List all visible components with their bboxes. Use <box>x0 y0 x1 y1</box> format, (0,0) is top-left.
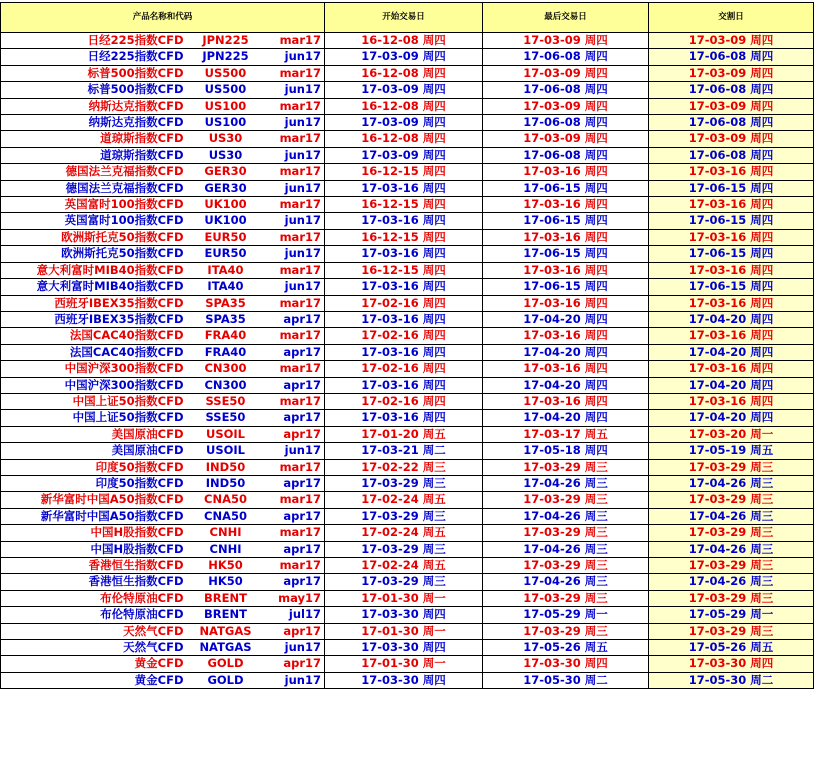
delivery-date-cell: 17-04-20 周四 <box>649 377 814 393</box>
product-name-cell: 纳斯达克指数CFD <box>1 115 187 131</box>
product-name-cell: 天然气CFD <box>1 640 187 656</box>
table-row <box>1 623 814 639</box>
table-row <box>1 229 814 245</box>
table-row <box>1 426 814 442</box>
delivery-date-cell: 17-03-16 周四 <box>649 361 814 377</box>
table-row <box>1 49 814 65</box>
product-code-cell: CN300 <box>187 361 265 377</box>
product-code-cell: CNA50 <box>187 508 265 524</box>
product-code-cell: IND50 <box>187 475 265 491</box>
start-date-cell: 17-01-30 周一 <box>325 623 483 639</box>
delivery-date-cell: 17-03-29 周三 <box>649 590 814 606</box>
start-date-cell: 17-03-29 周三 <box>325 475 483 491</box>
start-date-cell: 17-03-09 周四 <box>325 115 483 131</box>
product-code-cell: UK100 <box>187 213 265 229</box>
last-trading-date-cell: 17-03-29 周三 <box>483 590 649 606</box>
delivery-date-cell: 17-05-29 周一 <box>649 607 814 623</box>
start-date-cell: 17-03-29 周三 <box>325 541 483 557</box>
delivery-date-cell: 17-06-08 周四 <box>649 82 814 98</box>
start-date-cell: 17-03-09 周四 <box>325 82 483 98</box>
last-trading-date-cell: 17-03-16 周四 <box>483 197 649 213</box>
header-delivery-date: 交割日 <box>649 3 814 33</box>
delivery-date-cell: 17-03-29 周三 <box>649 492 814 508</box>
last-trading-date-cell: 17-03-09 周四 <box>483 65 649 81</box>
contract-month-cell: jun17 <box>265 213 325 229</box>
product-name-cell: 香港恒生指数CFD <box>1 558 187 574</box>
contract-month-cell: mar17 <box>265 295 325 311</box>
delivery-date-cell: 17-03-16 周四 <box>649 262 814 278</box>
contract-month-cell: mar17 <box>265 164 325 180</box>
table-row <box>1 262 814 278</box>
contract-month-cell: mar17 <box>265 262 325 278</box>
last-trading-date-cell: 17-04-26 周三 <box>483 574 649 590</box>
product-code-cell: GOLD <box>187 656 265 672</box>
start-date-cell: 17-03-16 周四 <box>325 377 483 393</box>
start-date-cell: 17-03-16 周四 <box>325 180 483 196</box>
product-name-cell: 印度50指数CFD <box>1 459 187 475</box>
start-date-cell: 16-12-08 周四 <box>325 65 483 81</box>
delivery-date-cell: 17-05-30 周二 <box>649 672 814 688</box>
product-name-cell: 中国沪深300指数CFD <box>1 377 187 393</box>
table-row <box>1 590 814 606</box>
last-trading-date-cell: 17-04-20 周四 <box>483 344 649 360</box>
contract-month-cell: jun17 <box>265 147 325 163</box>
contract-month-cell: jun17 <box>265 246 325 262</box>
start-date-cell: 17-03-30 周四 <box>325 607 483 623</box>
product-name-cell: 新华富时中国A50指数CFD <box>1 508 187 524</box>
contract-month-cell: mar17 <box>265 131 325 147</box>
table-row <box>1 197 814 213</box>
last-trading-date-cell: 17-06-08 周四 <box>483 147 649 163</box>
delivery-date-cell: 17-06-15 周四 <box>649 279 814 295</box>
product-code-cell: FRA40 <box>187 344 265 360</box>
start-date-cell: 17-02-22 周三 <box>325 459 483 475</box>
product-code-cell: CNHI <box>187 525 265 541</box>
table-row <box>1 82 814 98</box>
last-trading-date-cell: 17-06-08 周四 <box>483 115 649 131</box>
table-row <box>1 213 814 229</box>
contract-month-cell: jun17 <box>265 443 325 459</box>
product-name-cell: 印度50指数CFD <box>1 475 187 491</box>
delivery-date-cell: 17-03-16 周四 <box>649 229 814 245</box>
table-row <box>1 33 814 49</box>
last-trading-date-cell: 17-04-26 周三 <box>483 541 649 557</box>
contract-month-cell: mar17 <box>265 229 325 245</box>
product-name-cell: 道琼斯指数CFD <box>1 131 187 147</box>
start-date-cell: 17-03-16 周四 <box>325 213 483 229</box>
table-row <box>1 541 814 557</box>
delivery-date-cell: 17-05-26 周五 <box>649 640 814 656</box>
delivery-date-cell: 17-03-16 周四 <box>649 164 814 180</box>
table-row <box>1 164 814 180</box>
product-code-cell: EUR50 <box>187 229 265 245</box>
last-trading-date-cell: 17-05-26 周五 <box>483 640 649 656</box>
start-date-cell: 17-03-16 周四 <box>325 246 483 262</box>
table-row <box>1 328 814 344</box>
last-trading-date-cell: 17-03-17 周五 <box>483 426 649 442</box>
last-trading-date-cell: 17-06-15 周四 <box>483 246 649 262</box>
contract-month-cell: mar17 <box>265 492 325 508</box>
delivery-date-cell: 17-04-26 周三 <box>649 541 814 557</box>
start-date-cell: 17-02-16 周四 <box>325 328 483 344</box>
delivery-date-cell: 17-04-20 周四 <box>649 410 814 426</box>
table-row <box>1 656 814 672</box>
table-row <box>1 508 814 524</box>
contract-month-cell: mar17 <box>265 361 325 377</box>
table-row <box>1 459 814 475</box>
contract-month-cell: apr17 <box>265 410 325 426</box>
contract-month-cell: may17 <box>265 590 325 606</box>
last-trading-date-cell: 17-06-08 周四 <box>483 82 649 98</box>
product-name-cell: 法国CAC40指数CFD <box>1 344 187 360</box>
contract-month-cell: apr17 <box>265 508 325 524</box>
product-code-cell: SSE50 <box>187 393 265 409</box>
contract-month-cell: jun17 <box>265 82 325 98</box>
contract-month-cell: jun17 <box>265 115 325 131</box>
delivery-date-cell: 17-03-30 周四 <box>649 656 814 672</box>
product-name-cell: 中国上证50指数CFD <box>1 393 187 409</box>
product-code-cell: USOIL <box>187 443 265 459</box>
delivery-date-cell: 17-04-20 周四 <box>649 311 814 327</box>
table-row <box>1 295 814 311</box>
product-name-cell: 美国原油CFD <box>1 443 187 459</box>
start-date-cell: 17-03-21 周二 <box>325 443 483 459</box>
start-date-cell: 16-12-15 周四 <box>325 164 483 180</box>
product-code-cell: ITA40 <box>187 279 265 295</box>
start-date-cell: 17-02-24 周五 <box>325 525 483 541</box>
product-name-cell: 法国CAC40指数CFD <box>1 328 187 344</box>
last-trading-date-cell: 17-03-16 周四 <box>483 393 649 409</box>
delivery-date-cell: 17-03-29 周三 <box>649 623 814 639</box>
delivery-date-cell: 17-03-16 周四 <box>649 328 814 344</box>
cfd-schedule-table <box>0 2 814 689</box>
table-row <box>1 377 814 393</box>
start-date-cell: 17-01-30 周一 <box>325 590 483 606</box>
table-row <box>1 574 814 590</box>
delivery-date-cell: 17-03-29 周三 <box>649 525 814 541</box>
start-date-cell: 16-12-08 周四 <box>325 33 483 49</box>
table-row <box>1 279 814 295</box>
product-name-cell: 欧洲斯托克50指数CFD <box>1 229 187 245</box>
product-code-cell: BRENT <box>187 590 265 606</box>
contract-month-cell: jun17 <box>265 279 325 295</box>
product-name-cell: 中国H股指数CFD <box>1 525 187 541</box>
table-row <box>1 393 814 409</box>
start-date-cell: 16-12-08 周四 <box>325 98 483 114</box>
last-trading-date-cell: 17-05-29 周一 <box>483 607 649 623</box>
product-name-cell: 西班牙IBEX35指数CFD <box>1 295 187 311</box>
contract-month-cell: jul17 <box>265 607 325 623</box>
product-code-cell: EUR50 <box>187 246 265 262</box>
product-code-cell: CN300 <box>187 377 265 393</box>
table-row <box>1 525 814 541</box>
product-name-cell: 纳斯达克指数CFD <box>1 98 187 114</box>
delivery-date-cell: 17-03-09 周四 <box>649 65 814 81</box>
product-name-cell: 德国法兰克福指数CFD <box>1 180 187 196</box>
product-name-cell: 黄金CFD <box>1 672 187 688</box>
contract-month-cell: mar17 <box>265 459 325 475</box>
start-date-cell: 17-02-16 周四 <box>325 393 483 409</box>
product-code-cell: SSE50 <box>187 410 265 426</box>
table-row <box>1 131 814 147</box>
last-trading-date-cell: 17-04-20 周四 <box>483 410 649 426</box>
delivery-date-cell: 17-03-09 周四 <box>649 33 814 49</box>
last-trading-date-cell: 17-03-09 周四 <box>483 98 649 114</box>
delivery-date-cell: 17-03-16 周四 <box>649 197 814 213</box>
contract-month-cell: apr17 <box>265 311 325 327</box>
table-row <box>1 475 814 491</box>
last-trading-date-cell: 17-03-29 周三 <box>483 459 649 475</box>
product-code-cell: CNA50 <box>187 492 265 508</box>
delivery-date-cell: 17-06-08 周四 <box>649 49 814 65</box>
product-name-cell: 意大利富时MIB40指数CFD <box>1 279 187 295</box>
header-row <box>1 3 814 33</box>
last-trading-date-cell: 17-03-09 周四 <box>483 33 649 49</box>
start-date-cell: 17-03-16 周四 <box>325 311 483 327</box>
last-trading-date-cell: 17-03-29 周三 <box>483 492 649 508</box>
start-date-cell: 17-02-16 周四 <box>325 295 483 311</box>
table-row <box>1 410 814 426</box>
contract-month-cell: mar17 <box>265 65 325 81</box>
product-code-cell: HK50 <box>187 574 265 590</box>
product-name-cell: 欧洲斯托克50指数CFD <box>1 246 187 262</box>
start-date-cell: 17-03-30 周四 <box>325 640 483 656</box>
table-row <box>1 246 814 262</box>
product-name-cell: 天然气CFD <box>1 623 187 639</box>
product-name-cell: 意大利富时MIB40指数CFD <box>1 262 187 278</box>
start-date-cell: 17-03-30 周四 <box>325 672 483 688</box>
table-row <box>1 640 814 656</box>
contract-month-cell: jun17 <box>265 640 325 656</box>
header-last-trading-date: 最后交易日 <box>483 3 649 33</box>
product-code-cell: US500 <box>187 65 265 81</box>
last-trading-date-cell: 17-03-16 周四 <box>483 164 649 180</box>
product-code-cell: NATGAS <box>187 640 265 656</box>
delivery-date-cell: 17-05-19 周五 <box>649 443 814 459</box>
start-date-cell: 17-03-09 周四 <box>325 49 483 65</box>
contract-month-cell: apr17 <box>265 623 325 639</box>
product-code-cell: JPN225 <box>187 49 265 65</box>
start-date-cell: 17-03-29 周三 <box>325 574 483 590</box>
contract-month-cell: apr17 <box>265 344 325 360</box>
table-row <box>1 672 814 688</box>
last-trading-date-cell: 17-04-20 周四 <box>483 311 649 327</box>
contract-month-cell: mar17 <box>265 197 325 213</box>
table-row <box>1 492 814 508</box>
header-product: 产品名称和代码 <box>1 3 325 33</box>
product-code-cell: ITA40 <box>187 262 265 278</box>
last-trading-date-cell: 17-03-30 周四 <box>483 656 649 672</box>
start-date-cell: 16-12-15 周四 <box>325 229 483 245</box>
last-trading-date-cell: 17-06-08 周四 <box>483 49 649 65</box>
table-row <box>1 65 814 81</box>
last-trading-date-cell: 17-03-29 周三 <box>483 623 649 639</box>
contract-month-cell: apr17 <box>265 541 325 557</box>
product-code-cell: US100 <box>187 98 265 114</box>
table-row <box>1 311 814 327</box>
delivery-date-cell: 17-03-29 周三 <box>649 558 814 574</box>
last-trading-date-cell: 17-06-15 周四 <box>483 279 649 295</box>
contract-month-cell: apr17 <box>265 377 325 393</box>
delivery-date-cell: 17-04-26 周三 <box>649 475 814 491</box>
product-name-cell: 中国沪深300指数CFD <box>1 361 187 377</box>
product-name-cell: 英国富时100指数CFD <box>1 213 187 229</box>
start-date-cell: 17-01-20 周五 <box>325 426 483 442</box>
contract-month-cell: jun17 <box>265 180 325 196</box>
product-code-cell: SPA35 <box>187 311 265 327</box>
product-code-cell: UK100 <box>187 197 265 213</box>
delivery-date-cell: 17-04-26 周三 <box>649 574 814 590</box>
contract-month-cell: jun17 <box>265 672 325 688</box>
product-code-cell: NATGAS <box>187 623 265 639</box>
last-trading-date-cell: 17-04-26 周三 <box>483 475 649 491</box>
table-row <box>1 180 814 196</box>
product-name-cell: 黄金CFD <box>1 656 187 672</box>
product-code-cell: IND50 <box>187 459 265 475</box>
contract-month-cell: mar17 <box>265 393 325 409</box>
delivery-date-cell: 17-03-09 周四 <box>649 98 814 114</box>
contract-month-cell: mar17 <box>265 558 325 574</box>
start-date-cell: 17-03-16 周四 <box>325 279 483 295</box>
table-row <box>1 98 814 114</box>
contract-month-cell: jun17 <box>265 49 325 65</box>
contract-month-cell: apr17 <box>265 475 325 491</box>
table-row <box>1 115 814 131</box>
delivery-date-cell: 17-03-29 周三 <box>649 459 814 475</box>
start-date-cell: 16-12-08 周四 <box>325 131 483 147</box>
last-trading-date-cell: 17-03-16 周四 <box>483 262 649 278</box>
product-name-cell: 美国原油CFD <box>1 426 187 442</box>
product-name-cell: 布伦特原油CFD <box>1 590 187 606</box>
contract-month-cell: apr17 <box>265 656 325 672</box>
start-date-cell: 17-02-16 周四 <box>325 361 483 377</box>
last-trading-date-cell: 17-03-16 周四 <box>483 229 649 245</box>
delivery-date-cell: 17-03-16 周四 <box>649 295 814 311</box>
start-date-cell: 17-03-16 周四 <box>325 344 483 360</box>
product-name-cell: 日经225指数CFD <box>1 49 187 65</box>
product-name-cell: 中国上证50指数CFD <box>1 410 187 426</box>
product-name-cell: 中国H股指数CFD <box>1 541 187 557</box>
delivery-date-cell: 17-06-15 周四 <box>649 246 814 262</box>
table-row <box>1 344 814 360</box>
product-code-cell: US30 <box>187 147 265 163</box>
product-code-cell: FRA40 <box>187 328 265 344</box>
start-date-cell: 17-03-09 周四 <box>325 147 483 163</box>
delivery-date-cell: 17-06-08 周四 <box>649 115 814 131</box>
table-row <box>1 147 814 163</box>
last-trading-date-cell: 17-03-16 周四 <box>483 361 649 377</box>
contract-month-cell: apr17 <box>265 426 325 442</box>
header-start-date: 开始交易日 <box>325 3 483 33</box>
delivery-date-cell: 17-06-15 周四 <box>649 180 814 196</box>
start-date-cell: 17-02-24 周五 <box>325 558 483 574</box>
last-trading-date-cell: 17-03-16 周四 <box>483 295 649 311</box>
delivery-date-cell: 17-03-09 周四 <box>649 131 814 147</box>
contract-month-cell: mar17 <box>265 525 325 541</box>
table-row <box>1 361 814 377</box>
start-date-cell: 17-03-16 周四 <box>325 410 483 426</box>
last-trading-date-cell: 17-04-26 周三 <box>483 508 649 524</box>
last-trading-date-cell: 17-03-09 周四 <box>483 131 649 147</box>
product-code-cell: USOIL <box>187 426 265 442</box>
contract-month-cell: mar17 <box>265 98 325 114</box>
product-code-cell: BRENT <box>187 607 265 623</box>
product-name-cell: 西班牙IBEX35指数CFD <box>1 311 187 327</box>
product-name-cell: 英国富时100指数CFD <box>1 197 187 213</box>
product-code-cell: US500 <box>187 82 265 98</box>
product-code-cell: JPN225 <box>187 33 265 49</box>
delivery-date-cell: 17-06-08 周四 <box>649 147 814 163</box>
product-code-cell: US100 <box>187 115 265 131</box>
product-name-cell: 新华富时中国A50指数CFD <box>1 492 187 508</box>
product-code-cell: CNHI <box>187 541 265 557</box>
product-name-cell: 标普500指数CFD <box>1 65 187 81</box>
product-code-cell: GER30 <box>187 180 265 196</box>
product-name-cell: 标普500指数CFD <box>1 82 187 98</box>
last-trading-date-cell: 17-05-30 周二 <box>483 672 649 688</box>
last-trading-date-cell: 17-03-29 周三 <box>483 558 649 574</box>
last-trading-date-cell: 17-04-20 周四 <box>483 377 649 393</box>
last-trading-date-cell: 17-06-15 周四 <box>483 213 649 229</box>
product-code-cell: SPA35 <box>187 295 265 311</box>
product-name-cell: 德国法兰克福指数CFD <box>1 164 187 180</box>
product-code-cell: GER30 <box>187 164 265 180</box>
delivery-date-cell: 17-04-26 周三 <box>649 508 814 524</box>
delivery-date-cell: 17-06-15 周四 <box>649 213 814 229</box>
table-row <box>1 443 814 459</box>
table-row <box>1 607 814 623</box>
delivery-date-cell: 17-04-20 周四 <box>649 344 814 360</box>
delivery-date-cell: 17-03-20 周一 <box>649 426 814 442</box>
start-date-cell: 17-03-29 周三 <box>325 508 483 524</box>
table-row <box>1 558 814 574</box>
contract-month-cell: mar17 <box>265 328 325 344</box>
start-date-cell: 17-02-24 周五 <box>325 492 483 508</box>
delivery-date-cell: 17-03-16 周四 <box>649 393 814 409</box>
contract-month-cell: apr17 <box>265 574 325 590</box>
product-name-cell: 香港恒生指数CFD <box>1 574 187 590</box>
last-trading-date-cell: 17-03-29 周三 <box>483 525 649 541</box>
product-code-cell: HK50 <box>187 558 265 574</box>
product-code-cell: US30 <box>187 131 265 147</box>
start-date-cell: 16-12-15 周四 <box>325 262 483 278</box>
product-name-cell: 日经225指数CFD <box>1 33 187 49</box>
product-code-cell: GOLD <box>187 672 265 688</box>
start-date-cell: 17-01-30 周一 <box>325 656 483 672</box>
contract-month-cell: mar17 <box>265 33 325 49</box>
product-name-cell: 道琼斯指数CFD <box>1 147 187 163</box>
last-trading-date-cell: 17-06-15 周四 <box>483 180 649 196</box>
start-date-cell: 16-12-15 周四 <box>325 197 483 213</box>
last-trading-date-cell: 17-05-18 周四 <box>483 443 649 459</box>
last-trading-date-cell: 17-03-16 周四 <box>483 328 649 344</box>
product-name-cell: 布伦特原油CFD <box>1 607 187 623</box>
